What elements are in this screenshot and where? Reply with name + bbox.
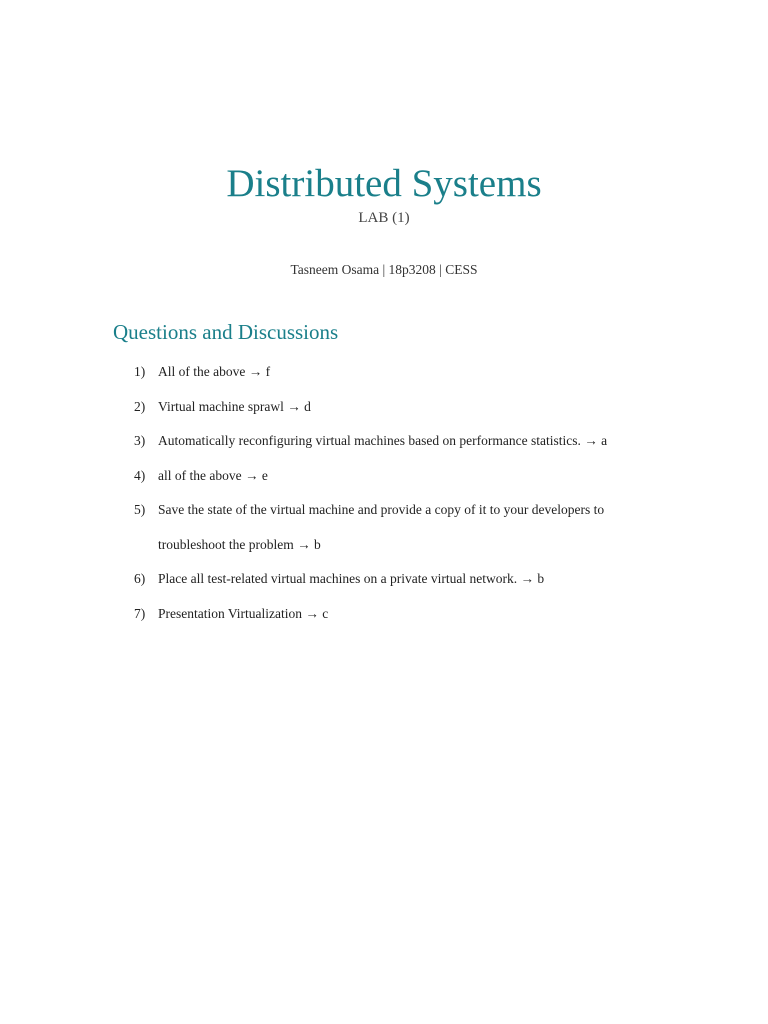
list-item-number: 5) (134, 502, 146, 517)
list-item-number: 3) (134, 433, 146, 448)
list-item (113, 390, 673, 425)
list-item (113, 424, 673, 459)
answer-list (113, 355, 673, 631)
section-heading: Questions and Discussions (113, 320, 339, 344)
list-item (113, 493, 673, 562)
list-item-number: 1) (134, 364, 146, 379)
list-item-text: Virtual machine sprawl → d (158, 398, 311, 414)
document-subtitle: LAB (1) (358, 210, 410, 226)
list-item-text: Presentation Virtualization → c (158, 605, 329, 621)
author-line: Tasneem Osama | 18p3208 | CESS (290, 262, 478, 277)
list-item (113, 355, 673, 390)
list-item-number: 6) (134, 571, 146, 586)
list-item (113, 459, 673, 494)
document-title: Distributed Systems (226, 162, 542, 205)
list-item-text: Save the state of the virtual machine and provide a copy of it to your developers to troubleshoot the problem → b (158, 502, 608, 552)
list-item (113, 597, 673, 632)
list-item-text: Place all test-related virtual machines on a private virtual network. → b (158, 571, 545, 586)
list-item-text: all of the above → e (158, 467, 268, 483)
list-item-number: 7) (134, 605, 146, 621)
list-item (113, 562, 673, 597)
list-item-text: Automatically reconfiguring virtual machines based on performance statistics. → a (158, 433, 608, 448)
list-item-number: 4) (134, 467, 146, 483)
list-item-text: All of the above → f (158, 364, 271, 379)
list-item-number: 2) (134, 398, 146, 414)
